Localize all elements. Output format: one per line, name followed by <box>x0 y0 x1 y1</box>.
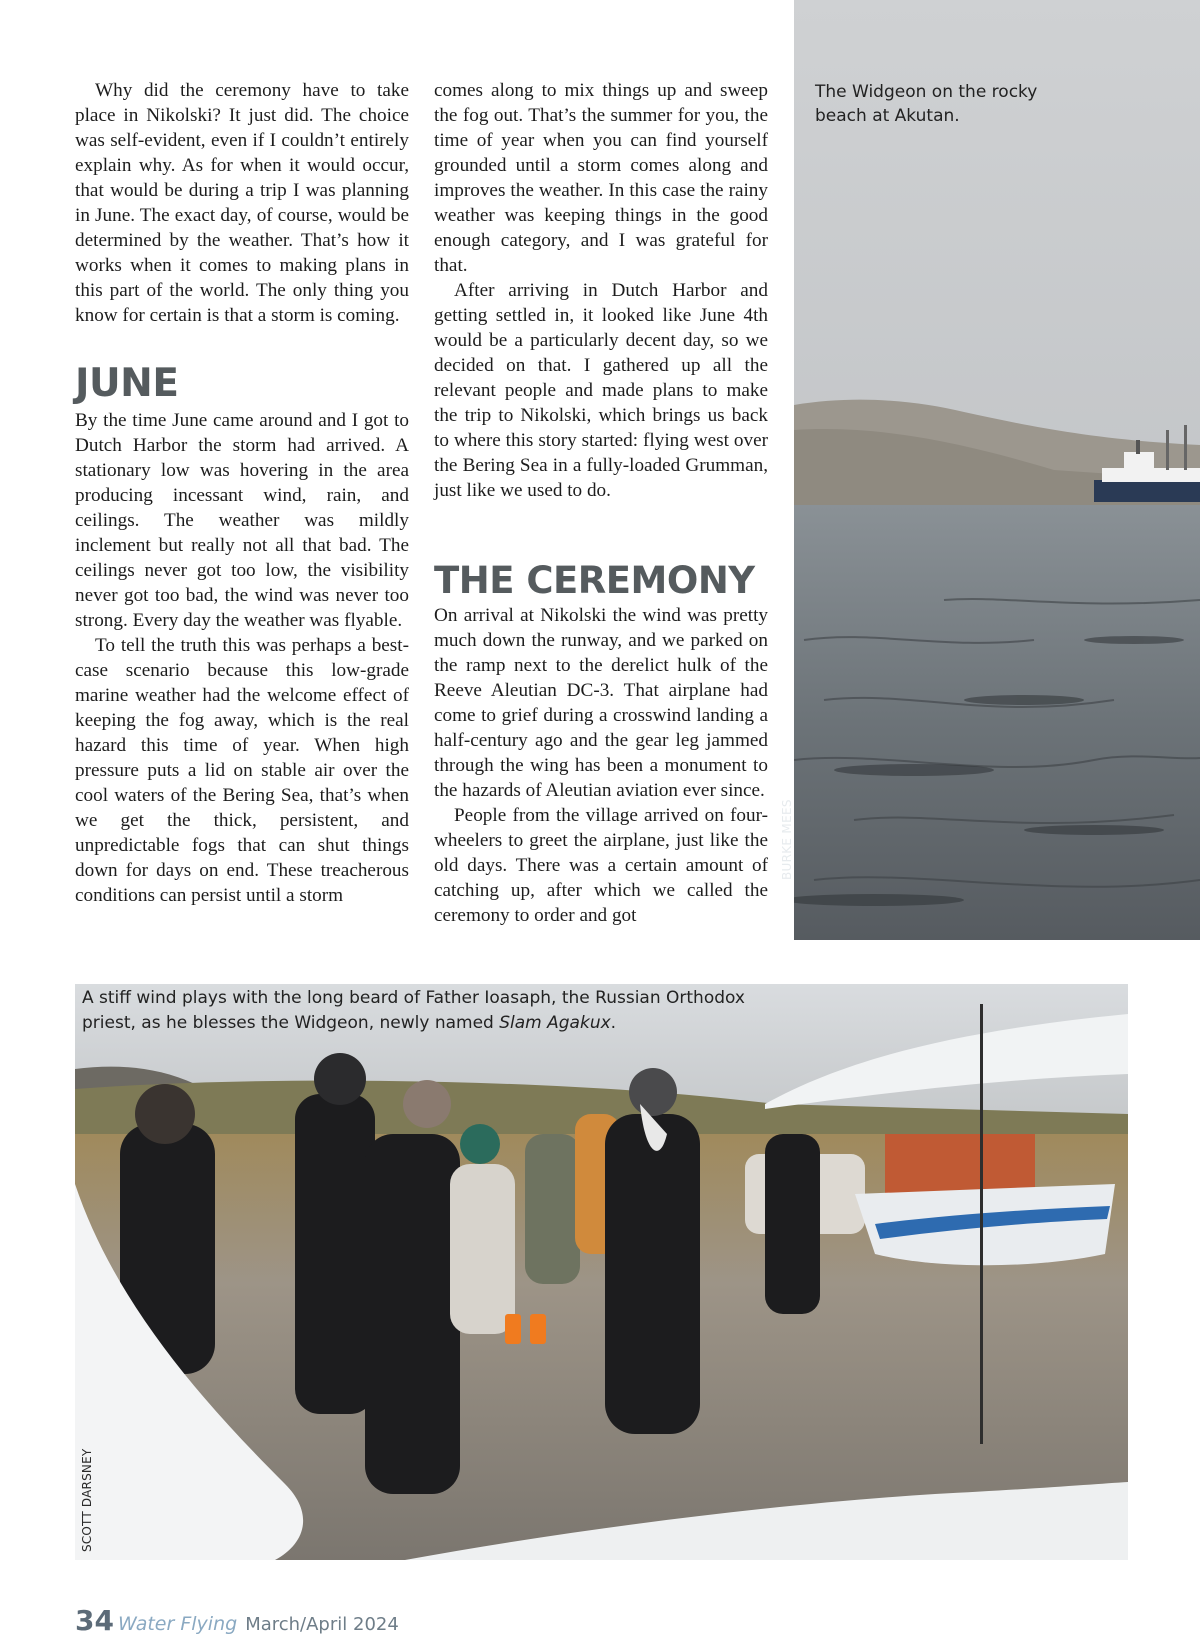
article-column-1 <box>75 78 409 908</box>
article-column-2 <box>434 78 768 928</box>
section-heading-ceremony: THE CEREMONY <box>434 559 755 602</box>
paragraph: On arrival at Nikolski the wind was pretty much down the runway, and we parked on the ramp next to the derelict hulk of the Reeve Aleutian DC-3. That airplane had come to grief during a crosswind landing a half-century ago and the gear leg jammed through the wing has been a monument to the hazards of Aleutian aviation ever since. <box>434 605 768 801</box>
caption-aircraft-name: Slam Agakux <box>499 1013 611 1033</box>
magazine-name: Water Flying <box>117 1613 238 1635</box>
ceremony-photo-caption <box>82 986 782 1036</box>
caption-text: A stiff wind plays with the long beard of Father Ioasaph, the Russian Orthodox priest, as he blesses the Widgeon, newly named <box>82 988 745 1033</box>
photo-credit-scott: SCOTT DARSNEY <box>80 1448 94 1552</box>
ceremony-photo <box>75 984 1128 1560</box>
photo-credit-burke: BURKE MEES <box>780 799 794 880</box>
page-number: 34 <box>75 1604 114 1637</box>
section-heading-june: JUNE <box>75 361 179 406</box>
akutan-beach-photo <box>794 0 1200 940</box>
paragraph: By the time June came around and I got to Dutch Harbor the storm had arrived. A stationary low was hovering in the area producing incessant wind, rain, and ceilings. The weather was mildly inclement but really not all that bad. The ceilings never got too low, the visibility never got too bad, the wind was never too strong. Every day the weather was flyable. <box>75 410 409 631</box>
paragraph: comes along to mix things up and sweep the fog out. That’s the summer for you, the time of year when you can find yourself grounded until a storm comes along and improves the weather. In this case the rainy weather was keeping things in the good enough category, and I was grateful for that. <box>434 80 768 276</box>
issue-date: March/April 2024 <box>245 1614 399 1635</box>
paragraph: People from the village arrived on four-wheelers to greet the airplane, just like the old days. There was a certain amount of catching up, after which we called the ceremony to order and got <box>434 805 768 926</box>
paragraph: To tell the truth this was perhaps a best-case scenario because this low-grade marine weather had the welcome effect of keeping the fog away, which is the real hazard this time of year. When high pressure puts a lid on stable air over the cool waters of the Bering Sea, that’s when we get the thick, persistent, and unpredictable fogs that can shut things down for days on end. These treacherous conditions can persist until a storm <box>75 635 409 906</box>
akutan-photo-caption: The Widgeon on the rocky beach at Akutan. <box>815 82 1038 126</box>
caption-period: . <box>610 1013 617 1033</box>
page-footer <box>75 1604 399 1637</box>
paragraph: Why did the ceremony have to take place in Nikolski? It just did. The choice was self-evident, even if I couldn’t entirely explain why. As for when it would occur, that would be during a trip I was planning in June. The exact day, of course, would be determined by the weather. That’s how it works when it comes to making plans in this part of the world. The only thing you know for certain is that a storm is coming. <box>75 80 409 326</box>
paragraph: After arriving in Dutch Harbor and getting settled in, it looked like June 4th would be a particularly decent day, so we decided on that. I gathered up all the relevant people and made plans to make the trip to Nikolski, which brings us back to where this story started: flying west over the Bering Sea in a fully-loaded Grumman, just like we used to do. <box>434 280 768 501</box>
